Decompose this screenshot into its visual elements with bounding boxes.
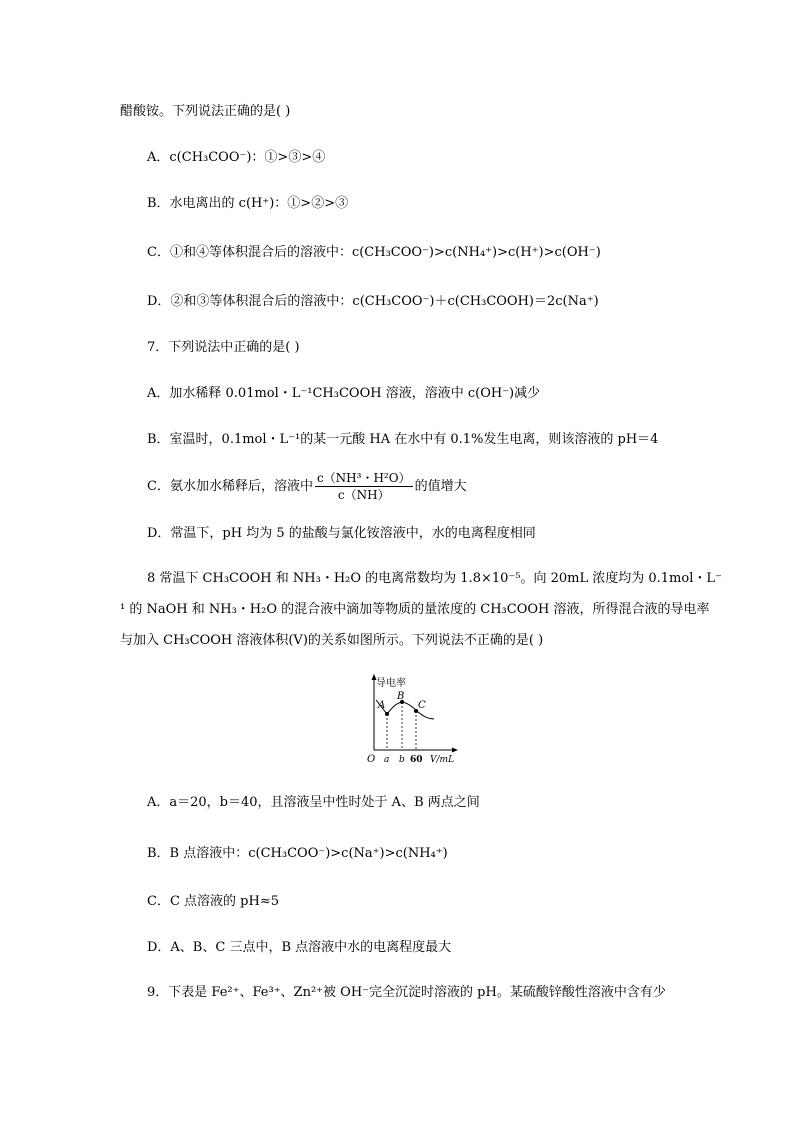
y-axis-label: 导电率 <box>376 678 406 689</box>
q6-stem-end: 醋酸铵。下列说法正确的是( ) <box>120 104 291 119</box>
q7-option-d: D．常温下，pH 均为 5 的盐酸与氯化铵溶液中，水的电离程度相同 <box>147 526 536 541</box>
q8-stem-line-2: ¹ 的 NaOH 和 NH₃・H₂O 的混合液中滴加等物质的量浓度的 CH₃COOH 溶液，所得混合液的导电率 <box>120 602 710 617</box>
point-b-label: B <box>397 691 405 702</box>
q7-option-a: A．加水稀释 0.01mol・L⁻¹CH₃COOH 溶液，溶液中 c(OH⁻)减少 <box>147 386 541 401</box>
q7-fraction <box>315 470 413 503</box>
x-axis-label: V/mL <box>430 755 455 765</box>
point-a-label: A <box>378 700 386 711</box>
x-tick-a: a <box>384 755 390 765</box>
conductivity-graph <box>362 670 472 770</box>
point-a-marker <box>385 712 389 716</box>
q8-option-c: C．C 点溶液的 pH≈5 <box>147 894 279 909</box>
q9-stem-line-1: 9．下表是 Fe²⁺、Fe³⁺、Zn²⁺被 OH⁻完全沉淀时溶液的 pH。某硫酸锌酸性溶液中含有少 <box>147 985 666 1000</box>
q6-option-d: D．②和③等体积混合后的溶液中：c(CH₃COO⁻)＋c(CH₃COOH)＝2c(Na⁺) <box>147 294 599 309</box>
x-axis-arrow <box>452 748 458 753</box>
x-tick-60: 60 <box>410 755 423 765</box>
q6-option-a: A．c(CH₃COO⁻)：①>③>④ <box>147 150 326 165</box>
q7-stem: 7．下列说法中正确的是( ) <box>147 340 300 355</box>
q7-option-c <box>147 470 467 504</box>
point-c-label: C <box>418 700 426 711</box>
x-tick-b: b <box>399 755 405 765</box>
q7-option-c-suffix: 的值增大 <box>414 479 467 494</box>
q8-option-b: B．B 点溶液中：c(CH₃COO⁻)>c(Na⁺)>c(NH₄⁺) <box>147 846 448 861</box>
q8-option-a: A．a＝20，b＝40，且溶液呈中性时处于 A、B 两点之间 <box>147 795 480 810</box>
q8-stem-line-3: 与加入 CH₃COOH 溶液体积(V)的关系如图所示。下列说法不正确的是( ) <box>120 633 544 648</box>
q7-option-b: B．室温时，0.1mol・L⁻¹的某一元酸 HA 在水中有 0.1%发生电离，则该溶液的 pH＝4 <box>147 432 659 447</box>
q6-option-b: B．水电离出的 c(H⁺)：①>②>③ <box>147 196 349 211</box>
q8-option-d: D．A、B、C 三点中，B 点溶液中水的电离程度最大 <box>147 940 452 955</box>
q6-option-c: C．①和④等体积混合后的溶液中：c(CH₃COO⁻)>c(NH₄⁺)>c(H⁺)>c(OH⁻) <box>147 245 601 260</box>
q7-fraction-numerator: c（NH³・H²O） <box>316 471 411 485</box>
q7-option-c-prefix: C．氨水加水稀释后，溶液中 <box>147 479 313 494</box>
origin-label: O <box>367 754 376 765</box>
q8-stem-line-1: 8 常温下 CH₃COOH 和 NH₃・H₂O 的电离常数均为 1.8×10⁻⁵。向 20mL 浓度均为 0.1mol・L⁻ <box>147 571 722 586</box>
q7-fraction-denominator: c（NH） <box>337 488 390 502</box>
